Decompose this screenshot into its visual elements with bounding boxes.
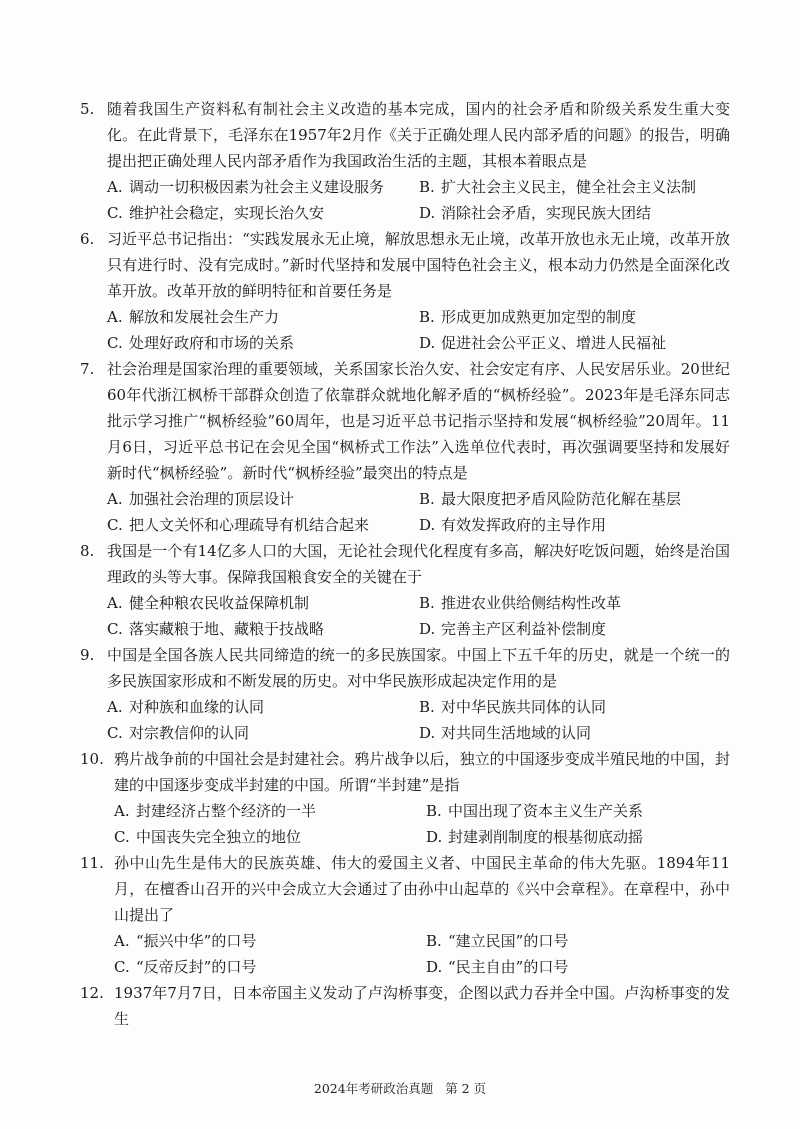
option-text: 形成更加成熟更加定型的制度 bbox=[441, 308, 637, 326]
option-letter: A. bbox=[107, 178, 123, 196]
question-5 bbox=[80, 746, 730, 850]
question-stem bbox=[80, 746, 730, 798]
option-text: 维护社会稳定，实现长治久安 bbox=[129, 204, 325, 222]
option-list bbox=[80, 304, 730, 356]
option-letter: C. bbox=[107, 204, 123, 222]
option-letter: D. bbox=[426, 828, 443, 846]
option-text: 调动一切积极因素为社会主义建设服务 bbox=[129, 178, 385, 196]
question-list bbox=[80, 96, 730, 1032]
option-c bbox=[107, 616, 419, 642]
option-letter: A. bbox=[114, 932, 130, 950]
question-number: 5. bbox=[80, 100, 95, 118]
option-d bbox=[426, 824, 738, 850]
option-list bbox=[80, 798, 730, 850]
question-text: 鸦片战争前的中国社会是封建社会。鸦片战争以后，独立的中国逐步变成半殖民地的中国，封建的中国逐步变成半封建的中国。所谓“半封建”是指 bbox=[114, 750, 730, 794]
option-text: 扩大社会主义民主，健全社会主义法制 bbox=[441, 178, 697, 196]
option-c bbox=[107, 512, 419, 538]
option-text: “建立民国”的口号 bbox=[448, 932, 569, 950]
option-letter: B. bbox=[419, 178, 435, 196]
option-text: 最大限度把矛盾风险防范化解在基层 bbox=[441, 490, 682, 508]
option-letter: D. bbox=[419, 334, 436, 352]
option-a bbox=[107, 694, 419, 720]
option-text: 把人文关怀和心理疏导有机结合起来 bbox=[129, 516, 370, 534]
option-list bbox=[80, 928, 730, 980]
option-c bbox=[107, 720, 419, 746]
option-text: 对共同生活地域的认同 bbox=[441, 724, 592, 742]
option-letter: B. bbox=[419, 308, 435, 326]
option-d bbox=[419, 512, 731, 538]
option-text: “反帝反封”的口号 bbox=[136, 958, 257, 976]
option-letter: C. bbox=[107, 334, 123, 352]
option-text: 健全种粮农民收益保障机制 bbox=[129, 594, 310, 612]
question-stem bbox=[80, 980, 730, 1032]
option-letter: D. bbox=[419, 516, 436, 534]
option-d bbox=[419, 330, 731, 356]
option-a bbox=[107, 590, 419, 616]
option-b bbox=[419, 304, 731, 330]
option-b bbox=[419, 694, 731, 720]
option-text: 推进农业供给侧结构性改革 bbox=[441, 594, 622, 612]
option-letter: A. bbox=[107, 594, 123, 612]
option-text: 消除社会矛盾，实现民族大团结 bbox=[441, 204, 652, 222]
option-list bbox=[80, 694, 730, 746]
question-number: 10. bbox=[80, 750, 104, 768]
question-text: 社会治理是国家治理的重要领域，关系国家长治久安、社会安定有序、人民安居乐业。20世纪60年代浙江枫桥干部群众创造了依靠群众就地化解矛盾的“枫桥经验”。2023年是毛泽东同志批示学习推广“枫桥经验”60周年，也是习近平总书记指示坚持和发展“枫桥经验”20周年。11月6日，习近平总书记在会见全国“枫桥式工作法”入选单位代表时，再次强调要坚持和发展好新时代“枫桥经验”。新时代“枫桥经验”最突出的特点是 bbox=[107, 360, 730, 482]
option-letter: A. bbox=[107, 698, 123, 716]
option-text: 有效发挥政府的主导作用 bbox=[441, 516, 607, 534]
option-text: “振兴中华”的口号 bbox=[136, 932, 257, 950]
question-number: 8. bbox=[80, 542, 95, 560]
option-text: 落实藏粮于地、藏粮于技战略 bbox=[129, 620, 325, 638]
question-text: 孙中山先生是伟大的民族英雄、伟大的爱国主义者、中国民主革命的伟大先驱。1894年11月，在檀香山召开的兴中会成立大会通过了由孙中山起草的《兴中会章程》。在章程中，孙中山提出了 bbox=[114, 854, 730, 924]
question-number: 9. bbox=[80, 646, 95, 664]
option-d bbox=[419, 200, 731, 226]
option-letter: D. bbox=[419, 204, 436, 222]
option-letter: C. bbox=[107, 724, 123, 742]
question-text: 中国是全国各族人民共同缔造的统一的多民族国家。中国上下五千年的历史，就是一个统一的多民族国家形成和不断发展的历史。对中华民族形成起决定作用的是 bbox=[107, 646, 730, 690]
option-letter: B. bbox=[419, 490, 435, 508]
option-letter: C. bbox=[114, 958, 130, 976]
option-letter: B. bbox=[419, 698, 435, 716]
option-text: 完善主产区利益补偿制度 bbox=[441, 620, 607, 638]
question-4 bbox=[80, 642, 730, 746]
option-a bbox=[114, 928, 426, 954]
option-c bbox=[107, 200, 419, 226]
option-text: 封建经济占整个经济的一半 bbox=[136, 802, 317, 820]
option-letter: C. bbox=[107, 516, 123, 534]
question-1 bbox=[80, 226, 730, 356]
option-text: 促进社会公平正义、增进人民福祉 bbox=[441, 334, 667, 352]
question-text: 随着我国生产资料私有制社会主义改造的基本完成，国内的社会矛盾和阶级关系发生重大变化。在此背景下，毛泽东在1957年2月作《关于正确处理人民内部矛盾的问题》的报告，明确提出把正确处理人民内部矛盾作为我国政治生活的主题，其根本着眼点是 bbox=[107, 100, 730, 170]
option-text: 对宗教信仰的认同 bbox=[129, 724, 250, 742]
option-c bbox=[114, 824, 426, 850]
option-letter: D. bbox=[419, 724, 436, 742]
question-text: 我国是一个有14亿多人口的大国，无论社会现代化程度有多高，解决好吃饭问题，始终是治国理政的头等大事。保障我国粮食安全的关键在于 bbox=[107, 542, 730, 586]
option-text: 解放和发展社会生产力 bbox=[129, 308, 280, 326]
option-d bbox=[419, 720, 731, 746]
option-letter: A. bbox=[107, 490, 123, 508]
option-letter: B. bbox=[426, 932, 442, 950]
footer-exam-title: 2024年考研政治真题 bbox=[313, 1081, 434, 1096]
option-text: 封建剥削制度的根基彻底动摇 bbox=[448, 828, 644, 846]
option-list bbox=[80, 590, 730, 642]
option-letter: A. bbox=[107, 308, 123, 326]
option-b bbox=[419, 174, 731, 200]
option-text: 处理好政府和市场的关系 bbox=[129, 334, 295, 352]
question-stem bbox=[80, 226, 730, 304]
question-3 bbox=[80, 538, 730, 642]
option-list bbox=[80, 486, 730, 538]
option-letter: B. bbox=[419, 594, 435, 612]
option-letter: D. bbox=[419, 620, 436, 638]
option-b bbox=[419, 590, 731, 616]
option-text: 中国出现了资本主义生产关系 bbox=[448, 802, 644, 820]
question-number: 7. bbox=[80, 360, 95, 378]
question-text: 1937年7月7日，日本帝国主义发动了卢沟桥事变，企图以武力吞并全中国。卢沟桥事变的发生 bbox=[114, 984, 730, 1028]
question-stem bbox=[80, 538, 730, 590]
page-footer bbox=[0, 1079, 800, 1097]
question-number: 12. bbox=[80, 984, 104, 1002]
option-b bbox=[426, 928, 738, 954]
option-a bbox=[114, 798, 426, 824]
option-letter: C. bbox=[114, 828, 130, 846]
question-stem bbox=[80, 850, 730, 928]
question-stem bbox=[80, 96, 730, 174]
question-0 bbox=[80, 96, 730, 226]
question-6 bbox=[80, 850, 730, 980]
option-letter: C. bbox=[107, 620, 123, 638]
question-stem bbox=[80, 356, 730, 486]
option-d bbox=[426, 954, 738, 980]
option-b bbox=[419, 486, 731, 512]
option-a bbox=[107, 304, 419, 330]
question-7 bbox=[80, 980, 730, 1032]
option-text: 加强社会治理的顶层设计 bbox=[129, 490, 295, 508]
question-2 bbox=[80, 356, 730, 538]
option-c bbox=[107, 330, 419, 356]
question-number: 6. bbox=[80, 230, 95, 248]
option-d bbox=[419, 616, 731, 642]
option-list bbox=[80, 174, 730, 226]
option-text: “民主自由”的口号 bbox=[448, 958, 569, 976]
option-a bbox=[107, 486, 419, 512]
option-a bbox=[107, 174, 419, 200]
question-text: 习近平总书记指出：“实践发展永无止境，解放思想永无止境，改革开放也永无止境，改革开放只有进行时、没有完成时。”新时代坚持和发展中国特色社会主义，根本动力仍然是全面深化改革开放。改革开放的鲜明特征和首要任务是 bbox=[107, 230, 730, 300]
option-c bbox=[114, 954, 426, 980]
option-letter: D. bbox=[426, 958, 443, 976]
option-letter: B. bbox=[426, 802, 442, 820]
footer-page-number: 第 2 页 bbox=[445, 1081, 487, 1096]
option-b bbox=[426, 798, 738, 824]
option-letter: A. bbox=[114, 802, 130, 820]
option-text: 对中华民族共同体的认同 bbox=[441, 698, 607, 716]
question-stem bbox=[80, 642, 730, 694]
question-number: 11. bbox=[80, 854, 104, 872]
option-text: 中国丧失完全独立的地位 bbox=[136, 828, 302, 846]
option-text: 对种族和血缘的认同 bbox=[129, 698, 265, 716]
